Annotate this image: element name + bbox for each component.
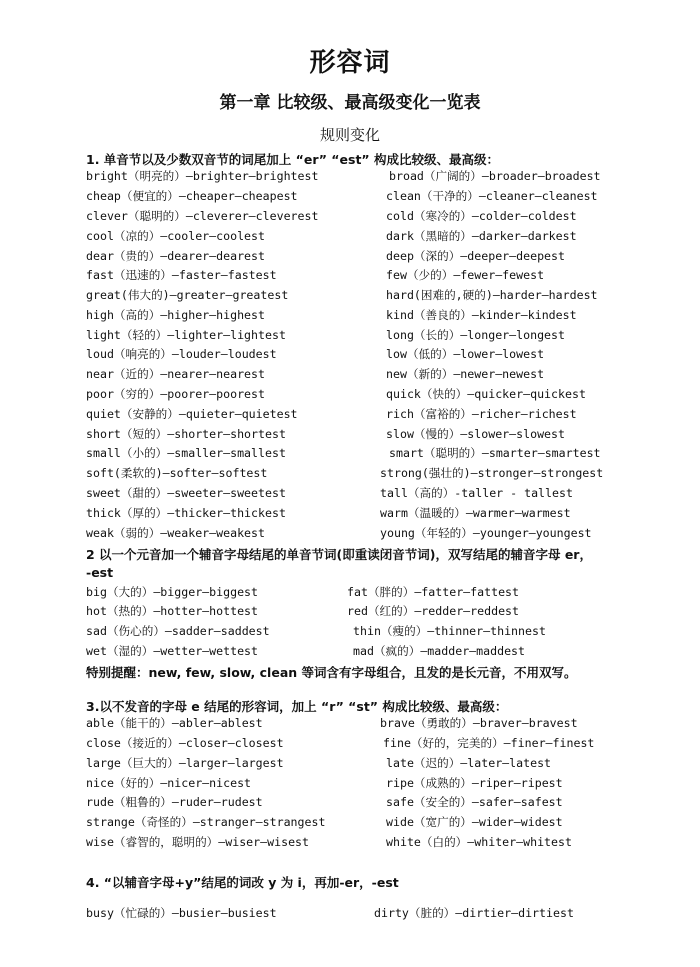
s1-right-entry: slow（慢的）—slower—slowest	[386, 427, 565, 441]
s2-right-entry: fat（胖的）—fatter—fattest	[347, 585, 520, 599]
s3-left-entry: large（巨大的）—larger—largest	[86, 756, 284, 770]
s3-left-entry: rude（粗鲁的）—ruder—rudest	[86, 795, 263, 809]
s3-right-entry: ripe（成熟的）—riper—ripest	[386, 776, 563, 790]
section-3-heading: 3.以不发音的字母 e 结尾的形容词，加上 “r” “st” 构成比较级、最高级：	[86, 699, 508, 714]
s4-right-entry: dirty（脏的）—dirtier—dirtiest	[374, 906, 574, 920]
s1-left-entry: near（近的）—nearer—nearest	[86, 367, 265, 381]
s1-left-entry: great(伟大的)—greater—greatest	[86, 288, 289, 302]
s1-left-entry: loud（响亮的）—louder—loudest	[86, 347, 277, 361]
s1-right-entry: long（长的）—longer—longest	[386, 328, 565, 342]
s1-right-entry: cold（寒冷的）—colder—coldest	[386, 209, 577, 223]
page-title: 形容词	[309, 48, 391, 78]
s1-left-entry: bright（明亮的）—brighter—brightest	[86, 169, 319, 183]
s2-right-entry: mad（疯的）—madder—maddest	[353, 644, 526, 658]
s1-left-entry: poor（穷的）—poorer—poorest	[86, 387, 265, 401]
s3-right-entry: fine（好的，完美的）—finer—finest	[383, 736, 595, 750]
s1-left-entry: sweet（甜的）—sweeter—sweetest	[86, 486, 286, 500]
s3-left-entry: nice（好的）—nicer—nicest	[86, 776, 252, 790]
s1-left-entry: small（小的）—smaller—smallest	[86, 446, 286, 460]
s2-right-entry: red（红的）—redder—reddest	[347, 604, 520, 618]
s1-right-entry: kind（善良的）—kinder—kindest	[386, 308, 577, 322]
s3-left-entry: wise（睿智的，聪明的）—wiser—wisest	[86, 835, 310, 849]
s1-right-entry: deep（深的）—deeper—deepest	[386, 249, 565, 263]
s1-left-entry: clever（聪明的）—cleverer—cleverest	[86, 209, 319, 223]
s1-left-entry: short（短的）—shorter—shortest	[86, 427, 286, 441]
s2-right-entry: thin（瘦的）—thinner—thinnest	[353, 624, 546, 638]
section-subtitle: 规则变化	[319, 126, 380, 144]
s3-left-entry: strange（奇怪的）—stranger—strangest	[86, 815, 326, 829]
s1-right-entry: warm（温暖的）—warmer—warmest	[380, 506, 571, 520]
s1-left-entry: weak（弱的）—weaker—weakest	[86, 526, 265, 540]
s2-left-entry: big（大的）—bigger—biggest	[86, 585, 259, 599]
s3-right-entry: late（迟的）—later—latest	[386, 756, 552, 770]
s3-left-entry: close（接近的）—closer—closest	[86, 736, 284, 750]
s1-left-entry: thick（厚的）—thicker—thickest	[86, 506, 286, 520]
section-2-heading: 2 以一个元音加一个辅音字母结尾的单音节词(即重读闭音节词)，双写结尾的辅音字母 er，	[86, 547, 592, 562]
s1-right-entry: clean（干净的）—cleaner—cleanest	[386, 189, 598, 203]
s3-right-entry: safe（安全的）—safer—safest	[386, 795, 563, 809]
s1-right-entry: few（少的）—fewer—fewest	[386, 268, 545, 282]
s1-right-entry: strong(强壮的)—stronger—strongest	[380, 466, 604, 480]
s3-right-entry: white（白的）—whiter—whitest	[386, 835, 572, 849]
s1-left-entry: cool（凉的）—cooler—coolest	[86, 229, 265, 243]
s1-right-entry: dark（黑暗的）—darker—darkest	[386, 229, 577, 243]
s1-right-entry: broad（广阔的）—broader—broadest	[389, 169, 601, 183]
s1-left-entry: cheap（便宜的）—cheaper—cheapest	[86, 189, 298, 203]
s3-left-entry: able（能干的）—abler—ablest	[86, 716, 263, 730]
s1-left-entry: quiet（安静的）—quieter—quietest	[86, 407, 298, 421]
s1-right-entry: hard(困难的,硬的)—harder—hardest	[386, 288, 598, 302]
s1-right-entry: tall（高的）-taller - tallest	[380, 486, 573, 500]
section-1-heading: 1. 单音节以及少数双音节的词尾加上 “er” “est” 构成比较级、最高级：	[86, 152, 499, 167]
s4-left-entry: busy（忙碌的）—busier—busiest	[86, 906, 277, 920]
s1-right-entry: young（年轻的）—younger—youngest	[380, 526, 592, 540]
s1-right-entry: rich（富裕的）—richer—richest	[386, 407, 577, 421]
s3-right-entry: wide（宽广的）—wider—widest	[386, 815, 563, 829]
s1-left-entry: high（高的）—higher—highest	[86, 308, 265, 322]
s1-left-entry: light（轻的）—lighter—lightest	[86, 328, 286, 342]
s1-right-entry: smart（聪明的）—smarter—smartest	[389, 446, 601, 460]
s3-right-entry: brave（勇敢的）—braver—bravest	[380, 716, 578, 730]
section-4-heading: 4. “以辅音字母+y”结尾的词改 y 为 i，再加-er，-est	[86, 875, 399, 890]
s1-left-entry: fast（迅速的）—faster—fastest	[86, 268, 277, 282]
special-reminder-note: 特别提醒：new, few, slow, clean 等词含有字母组合，且发的是长元音，不用双写。	[86, 665, 577, 680]
s1-left-entry: dear（贵的）—dearer—dearest	[86, 249, 265, 263]
s1-right-entry: low（低的）—lower—lowest	[386, 347, 545, 361]
s1-left-entry: soft(柔软的)—softer—softest	[86, 466, 268, 480]
s2-left-entry: wet（湿的）—wetter—wettest	[86, 644, 259, 658]
s2-left-entry: hot（热的）—hotter—hottest	[86, 604, 259, 618]
s1-right-entry: quick（快的）—quicker—quickest	[386, 387, 586, 401]
chapter-heading: 第一章 比较级、最高级变化一览表	[219, 93, 481, 113]
s1-right-entry: new（新的）—newer—newest	[386, 367, 545, 381]
section-2-heading-cont: -est	[86, 565, 114, 580]
s2-left-entry: sad（伤心的）—sadder—saddest	[86, 624, 270, 638]
